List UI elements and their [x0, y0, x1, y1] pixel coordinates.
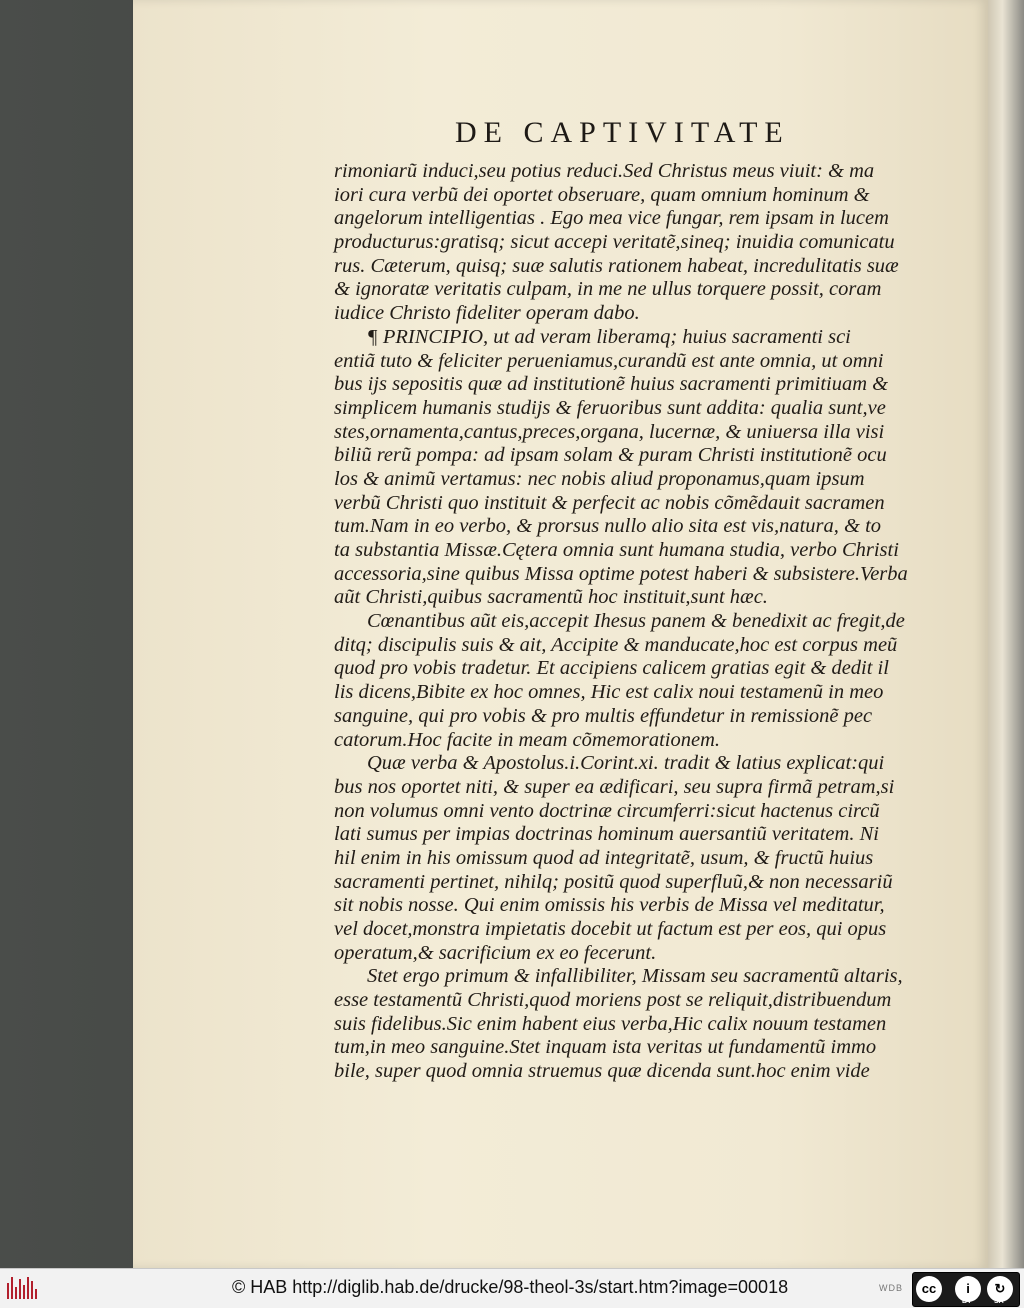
copyright-link[interactable]: © HAB http://diglib.hab.de/drucke/98-theol-3s/start.htm?image=00018	[232, 1277, 789, 1297]
text-line: bus ijs sepositis quæ ad institutionẽ huius sacramenti primitiuam &	[334, 373, 889, 396]
text-line: bus nos oportet niti, & super ea ædificari, seu supra firmã petram,si	[334, 775, 895, 798]
text-line: iudice Christo fideliter operam dabo.	[334, 302, 640, 325]
text-line: ta substantia Missæ.Cętera omnia sunt humana studia, verbo Christi	[334, 539, 899, 561]
running-title: DE CAPTIVITATE	[455, 116, 790, 149]
text-line: simplicem humanis studijs & feruoribus sunt addita: qualia sunt,ve	[334, 396, 886, 419]
cc-license-badge[interactable]	[912, 1272, 1020, 1307]
hab-logo-icon	[7, 1277, 37, 1299]
page-text	[334, 160, 934, 1084]
text-line: sacramenti pertinet, nihilq; positũ quod superfluũ,& non necessariũ	[334, 870, 893, 893]
sa-label: SA	[994, 1298, 1004, 1305]
text-line: biliũ rerũ pompa: ad ipsam solam & puram Christi institutionẽ ocu	[334, 444, 887, 467]
text-line: Quæ verba & Apostolus.i.Corint.xi. tradit & latius explicat:qui	[367, 752, 885, 775]
text-line: verbũ Christi quo instituit & perfecit ac nobis cõmẽdauit sacramen	[334, 491, 885, 514]
wdb-mark: WDB	[879, 1283, 903, 1293]
text-line: non volumus omni vento doctrinæ circumferri:sicut hactenus circũ	[334, 799, 880, 822]
text-line: sit nobis nosse. Qui enim omissis his verbis de Missa vel meditatur,	[334, 894, 885, 917]
sa-icon: ↻	[987, 1276, 1013, 1302]
book-spine	[988, 0, 1024, 1268]
by-icon: i	[955, 1276, 981, 1302]
text-line: suis fidelibus.Sic enim habent eius verba,Hic calix nouum testamen	[334, 1012, 887, 1035]
text-line: stes,ornamenta,cantus,preces,organa, lucernæ, & uniuersa illa visi	[334, 420, 885, 443]
text-line: tum,in meo sanguine.Stet inquam ista veritas ut fundamentũ immo	[334, 1036, 877, 1059]
text-line: aũt Christi,quibus sacramentũ hoc instituit,sunt hæc.	[334, 586, 768, 609]
text-line: operatum,& sacrificium ex eo fecerunt.	[334, 941, 657, 964]
text-line: entiã tuto & feliciter perueniamus,curandũ est ante omnia, ut omni	[334, 349, 884, 372]
text-line: & ignoratæ veritatis culpam, in me ne ullus torquere possit, coram	[334, 278, 882, 301]
text-line: iori cura verbũ dei oportet obseruare, quam omnium hominum &	[334, 183, 870, 206]
text-line: rus. Cæterum, quisq; suæ salutis rationem habeat, incredulitatis suæ	[334, 254, 899, 277]
text-line: Stet ergo primum & infallibiliter, Missam seu sacramentũ altaris,	[367, 965, 903, 988]
text-line: quod pro vobis tradetur. Et accipiens calicem gratias egit & dedit il	[334, 657, 889, 680]
text-line: Cœnantibus aũt eis,accepit Ihesus panem & benedixit ac fregit,de	[367, 610, 905, 633]
cc-icon: cc	[916, 1276, 942, 1302]
text-line: bile, super quod omnia struemus quæ dicenda sunt.hoc enim vide	[334, 1060, 870, 1083]
text-line: lis dicens,Bibite ex hoc omnes, Hic est calix noui testamenũ in meo	[334, 681, 884, 704]
text-line: rimoniarũ induci,seu potius reduci.Sed Christus meus viuit: & ma	[334, 160, 875, 182]
text-line: producturus:gratisq; sicut accepi veritatẽ,sineq; inuidia comunicatu	[334, 231, 895, 254]
text-line: hil enim in his omissum quod ad integritatẽ, usum, & fructũ huius	[334, 846, 874, 869]
text-line: accessoria,sine quibus Missa optime potest haberi & subsistere.Verba	[334, 562, 908, 585]
by-label: BY	[962, 1298, 972, 1305]
text-line: vel docet,monstra impietatis docebit ut factum est per eos, qui opus	[334, 918, 887, 940]
text-line: lati sumus per impias doctrinas hominum auersantiũ veritatem. Ni	[334, 823, 879, 846]
text-line: angelorum intelligentias . Ego mea vice fungar, rem ipsam in lucem	[334, 207, 889, 230]
footer-bar	[0, 1268, 1024, 1308]
text-line: catorum.Hoc facite in meam cõmemorationem.	[334, 728, 720, 751]
text-line: ¶ PRINCIPIO, ut ad veram liberamq; huius sacramenti sci	[367, 325, 851, 348]
text-line: ditq; discipulis suis & ait, Accipite & manducate,hoc est corpus meũ	[334, 633, 898, 656]
text-line: tum.Nam in eo verbo, & prorsus nullo alio sita est vis,natura, & to	[334, 515, 882, 538]
text-line: esse testamentũ Christi,quod moriens post se reliquit,distribuendum	[334, 989, 892, 1012]
text-line: los & animũ vertamus: nec nobis aliud proponamus,quam ipsum	[334, 467, 865, 490]
text-line: sanguine, qui pro vobis & pro multis effundetur in remissionẽ pec	[334, 704, 873, 727]
